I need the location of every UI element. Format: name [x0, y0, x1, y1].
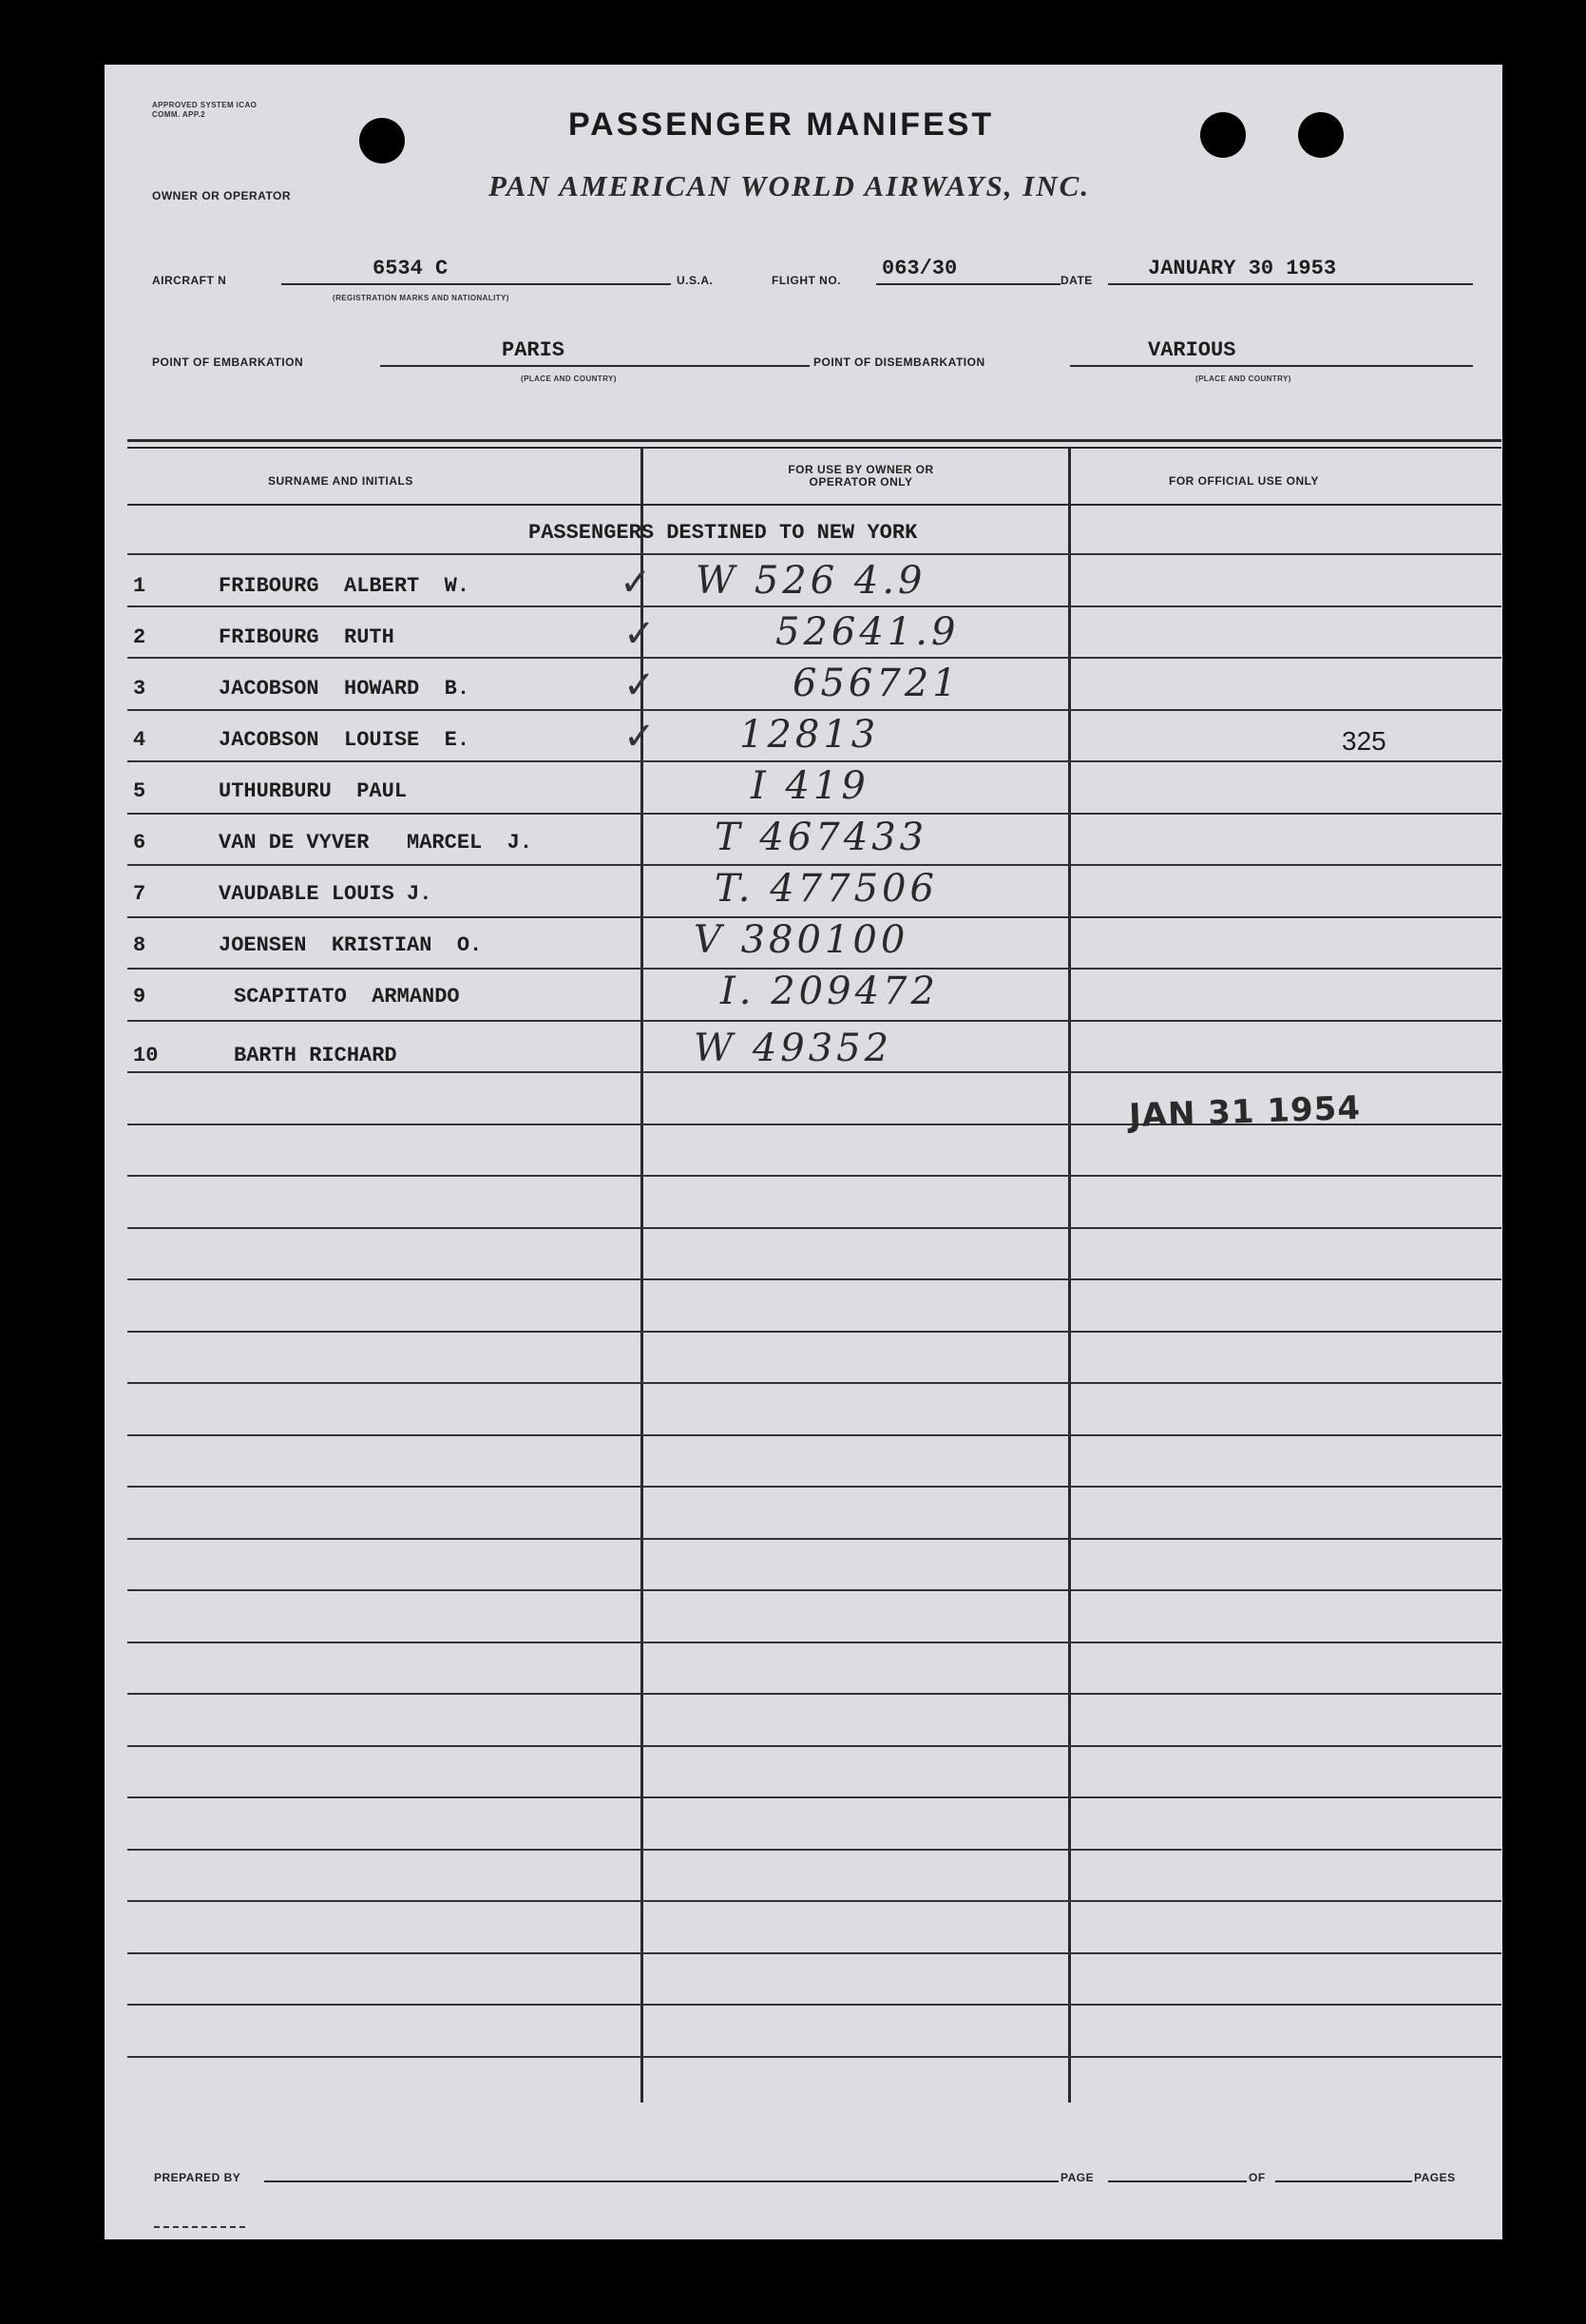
page-underline	[1108, 2180, 1247, 2182]
row-rule	[127, 1227, 1501, 1229]
owner-label: OWNER OR OPERATOR	[152, 189, 292, 202]
disembark-sub-label: (PLACE AND COUNTRY)	[1195, 375, 1291, 383]
passenger-code: 52641.9	[775, 610, 960, 654]
punch-hole	[359, 118, 405, 163]
received-stamp: JAN 31 1954	[1128, 1088, 1362, 1136]
page-label: PAGE	[1061, 2171, 1095, 2184]
of-label: OF	[1249, 2171, 1266, 2184]
date-label: DATE	[1061, 274, 1093, 287]
passenger-name: UTHURBURU PAUL	[219, 779, 408, 803]
passenger-name: FRIBOURG ALBERT W.	[219, 574, 470, 598]
disembark-value: VARIOUS	[1148, 338, 1236, 362]
check-mark: ✓	[620, 561, 652, 605]
passenger-code: 656721	[793, 662, 961, 705]
embark-value: PARIS	[502, 338, 565, 362]
passenger-code: I 419	[751, 764, 869, 808]
passenger-name: JACOBSON LOUISE E.	[219, 728, 470, 752]
company-name: PAN AMERICAN WORLD AIRWAYS, INC.	[488, 169, 1091, 202]
row-rule	[127, 1796, 1501, 1798]
passenger-code: T 467433	[715, 816, 928, 859]
destination-line: PASSENGERS DESTINED TO NEW YORK	[528, 521, 918, 545]
passenger-name: VAN DE VYVER MARCEL J.	[219, 831, 533, 855]
row-rule	[127, 1849, 1501, 1851]
row-rule	[127, 1538, 1501, 1540]
check-mark: ✓	[623, 715, 656, 759]
passenger-number: 1	[133, 574, 146, 598]
passenger-number: 10	[133, 1044, 159, 1067]
flight-value: 063/30	[882, 257, 958, 280]
passenger-number: 4	[133, 728, 146, 752]
passenger-code: T. 477506	[715, 867, 938, 911]
row-rule	[127, 553, 1501, 555]
row-rule	[127, 2004, 1501, 2006]
aircraft-label: AIRCRAFT N	[152, 274, 227, 287]
passenger-name: JOENSEN KRISTIAN O.	[219, 933, 483, 957]
column-divider	[1068, 449, 1071, 2103]
embark-sub-label: (PLACE AND COUNTRY)	[521, 375, 617, 383]
passenger-code: 12813	[739, 713, 880, 757]
table-top-rule	[127, 447, 1501, 449]
date-value: JANUARY 30 1953	[1148, 257, 1337, 280]
passenger-number: 2	[133, 625, 146, 649]
passenger-number: 6	[133, 831, 146, 855]
approval-note: APPROVED SYSTEM ICAO COMM. APP.2	[152, 101, 258, 119]
row-rule	[127, 1331, 1501, 1333]
passenger-code: W 526 4.9	[696, 559, 927, 603]
row-rule	[127, 1020, 1501, 1022]
check-mark: ✓	[623, 612, 656, 656]
check-mark: ✓	[623, 663, 656, 707]
punch-hole	[1298, 112, 1344, 158]
passenger-number: 3	[133, 677, 146, 701]
passenger-name: JACOBSON HOWARD B.	[219, 677, 470, 701]
aircraft-sub-label: (REGISTRATION MARKS AND NATIONALITY)	[333, 294, 509, 302]
aircraft-value: 6534 C	[373, 257, 449, 280]
row-rule	[127, 1589, 1501, 1591]
passenger-number: 8	[133, 933, 146, 957]
row-rule	[127, 657, 1501, 659]
row-rule	[127, 709, 1501, 711]
row-rule	[127, 1071, 1501, 1073]
row-rule	[127, 1952, 1501, 1954]
punch-hole	[1200, 112, 1246, 158]
passenger-name: BARTH RICHARD	[234, 1044, 397, 1067]
header-rule	[127, 504, 1501, 506]
disembark-label: POINT OF DISEMBARKATION	[813, 355, 985, 369]
row-rule	[127, 1745, 1501, 1747]
passenger-name: SCAPITATO ARMANDO	[234, 985, 460, 1008]
row-rule	[127, 1693, 1501, 1695]
table-top-rule	[127, 439, 1501, 442]
passenger-number: 7	[133, 882, 146, 906]
row-rule	[127, 1175, 1501, 1177]
passenger-code: I. 209472	[720, 970, 939, 1013]
col-header-surname: SURNAME AND INITIALS	[268, 474, 413, 488]
passenger-code: W 49352	[694, 1027, 893, 1070]
row-rule	[127, 1642, 1501, 1643]
embark-label: POINT OF EMBARKATION	[152, 355, 304, 369]
row-rule	[127, 1486, 1501, 1488]
row-rule	[127, 864, 1501, 866]
date-underline	[1108, 283, 1473, 285]
aircraft-underline	[281, 283, 671, 285]
flight-label: FLIGHT NO.	[772, 274, 841, 287]
nationality: U.S.A.	[677, 274, 714, 287]
row-rule	[127, 1434, 1501, 1436]
embark-underline	[380, 365, 810, 367]
col-header-official-use: FOR OFFICIAL USE ONLY	[1169, 474, 1319, 488]
passenger-name: FRIBOURG RUTH	[219, 625, 394, 649]
page-title: PASSENGER MANIFEST	[568, 106, 995, 143]
passenger-number: 9	[133, 985, 146, 1008]
pages-label: PAGES	[1414, 2171, 1456, 2184]
col-header-owner-use: FOR USE BY OWNER OR OPERATOR ONLY	[788, 463, 934, 489]
flight-underline	[876, 283, 1061, 285]
passenger-name: VAUDABLE LOUIS J.	[219, 882, 432, 906]
prepared-by-label: PREPARED BY	[154, 2171, 241, 2184]
row-rule	[127, 2056, 1501, 2058]
row-rule	[127, 605, 1501, 607]
row-rule	[127, 1382, 1501, 1384]
disembark-underline	[1070, 365, 1473, 367]
official-note: 325	[1342, 726, 1386, 756]
passenger-number: 5	[133, 779, 146, 803]
manifest-sheet	[105, 65, 1502, 2239]
prepared-by-underline	[264, 2180, 1059, 2182]
row-rule	[127, 1900, 1501, 1902]
row-rule	[127, 760, 1501, 762]
form-code-mark	[154, 2226, 245, 2228]
passenger-code: V 380100	[694, 918, 909, 962]
row-rule	[127, 1278, 1501, 1280]
of-underline	[1275, 2180, 1412, 2182]
row-rule	[127, 813, 1501, 815]
